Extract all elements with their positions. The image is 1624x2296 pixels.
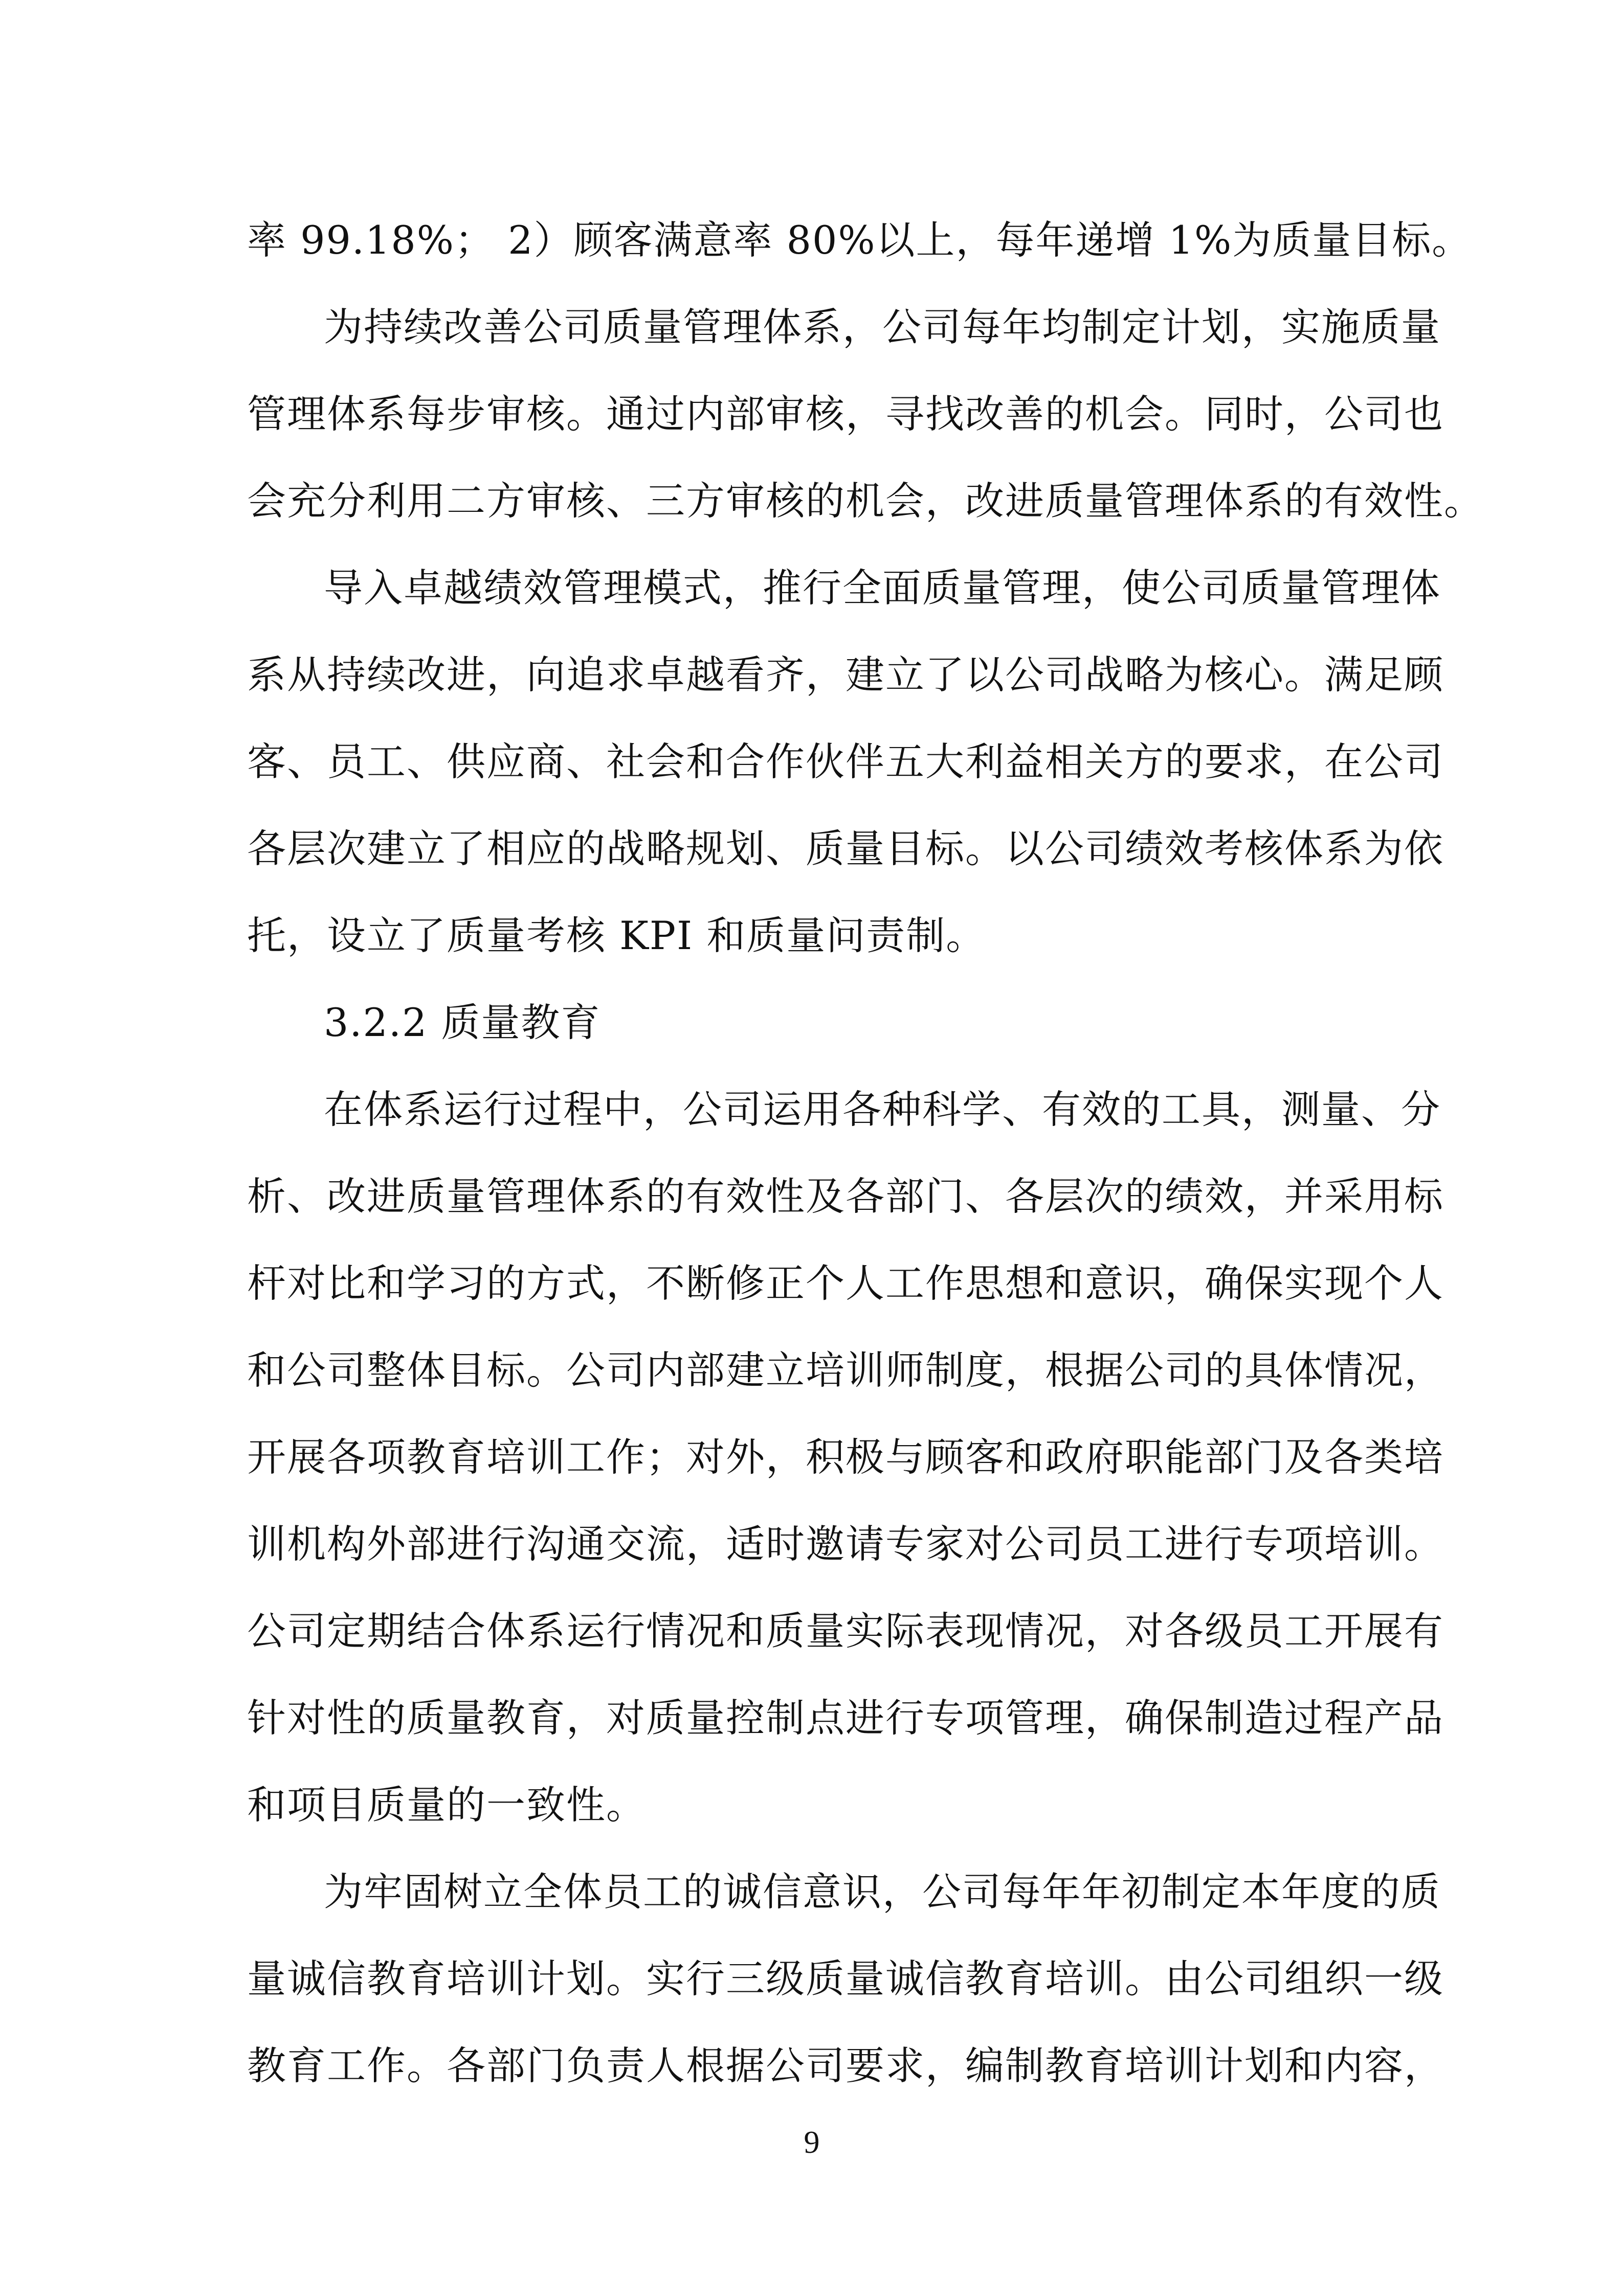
paragraph-4-line-3: 教育工作。各部门负责人根据公司要求，编制教育培训计划和内容， (247, 2043, 1444, 2088)
paragraph-4-line-2: 量诚信教育培训计划。实行三级质量诚信教育培训。由公司组织一级 (247, 1956, 1444, 2001)
paragraph-3-line-8: 针对性的质量教育，对质量控制点进行专项管理，确保制造过程产品 (247, 1695, 1444, 1741)
page-number: 9 (804, 2125, 820, 2160)
paragraph-3-line-4: 和公司整体目标。公司内部建立培训师制度，根据公司的具体情况， (247, 1347, 1444, 1393)
paragraph-2-line-2: 系从持续改进，向追求卓越看齐，建立了以公司战略为核心。满足顾 (247, 652, 1444, 697)
paragraph-2-line-1: 导入卓越绩效管理模式，推行全面质量管理，使公司质量管理体 (324, 565, 1441, 611)
paragraph-3-line-9: 和项目质量的一致性。 (247, 1782, 646, 1828)
paragraph-4-line-1: 为牢固树立全体员工的诚信意识，公司每年年初制定本年度的质 (324, 1869, 1441, 1915)
paragraph-1-line-3: 会充分利用二方审核、三方审核的机会，改进质量管理体系的有效性。 (247, 478, 1484, 524)
paragraph-3-line-3: 杆对比和学习的方式，不断修正个人工作思想和意识，确保实现个人 (247, 1260, 1444, 1306)
paragraph-3-line-6: 训机构外部进行沟通交流，适时邀请专家对公司员工进行专项培训。 (247, 1521, 1444, 1567)
paragraph-2-line-5: 托，设立了质量考核 KPI 和质量问责制。 (247, 913, 986, 958)
paragraph-3-line-5: 开展各项教育培训工作；对外，积极与顾客和政府职能部门及各类培 (247, 1434, 1444, 1480)
paragraph-1-line-1: 为持续改善公司质量管理体系，公司每年均制定计划，实施质量 (324, 304, 1441, 350)
paragraph-3-line-1: 在体系运行过程中，公司运用各种科学、有效的工具，测量、分 (324, 1087, 1441, 1132)
paragraph-3-line-7: 公司定期结合体系运行情况和质量实际表现情况，对各级员工开展有 (247, 1608, 1444, 1654)
section-heading-3-2-2: 3.2.2 质量教育 (324, 1000, 601, 1045)
text-line-1: 率 99.18%； 2）顾客满意率 80%以上，每年递增 1%为质量目标。 (247, 217, 1472, 263)
paragraph-3-line-2: 析、改进质量管理体系的有效性及各部门、各层次的绩效，并采用标 (247, 1174, 1444, 1219)
paragraph-2-line-4: 各层次建立了相应的战略规划、质量目标。以公司绩效考核体系为依 (247, 826, 1444, 871)
paragraph-1-line-2: 管理体系每步审核。通过内部审核，寻找改善的机会。同时，公司也 (247, 391, 1444, 437)
paragraph-2-line-3: 客、员工、供应商、社会和合作伙伴五大利益相关方的要求，在公司 (247, 739, 1444, 784)
